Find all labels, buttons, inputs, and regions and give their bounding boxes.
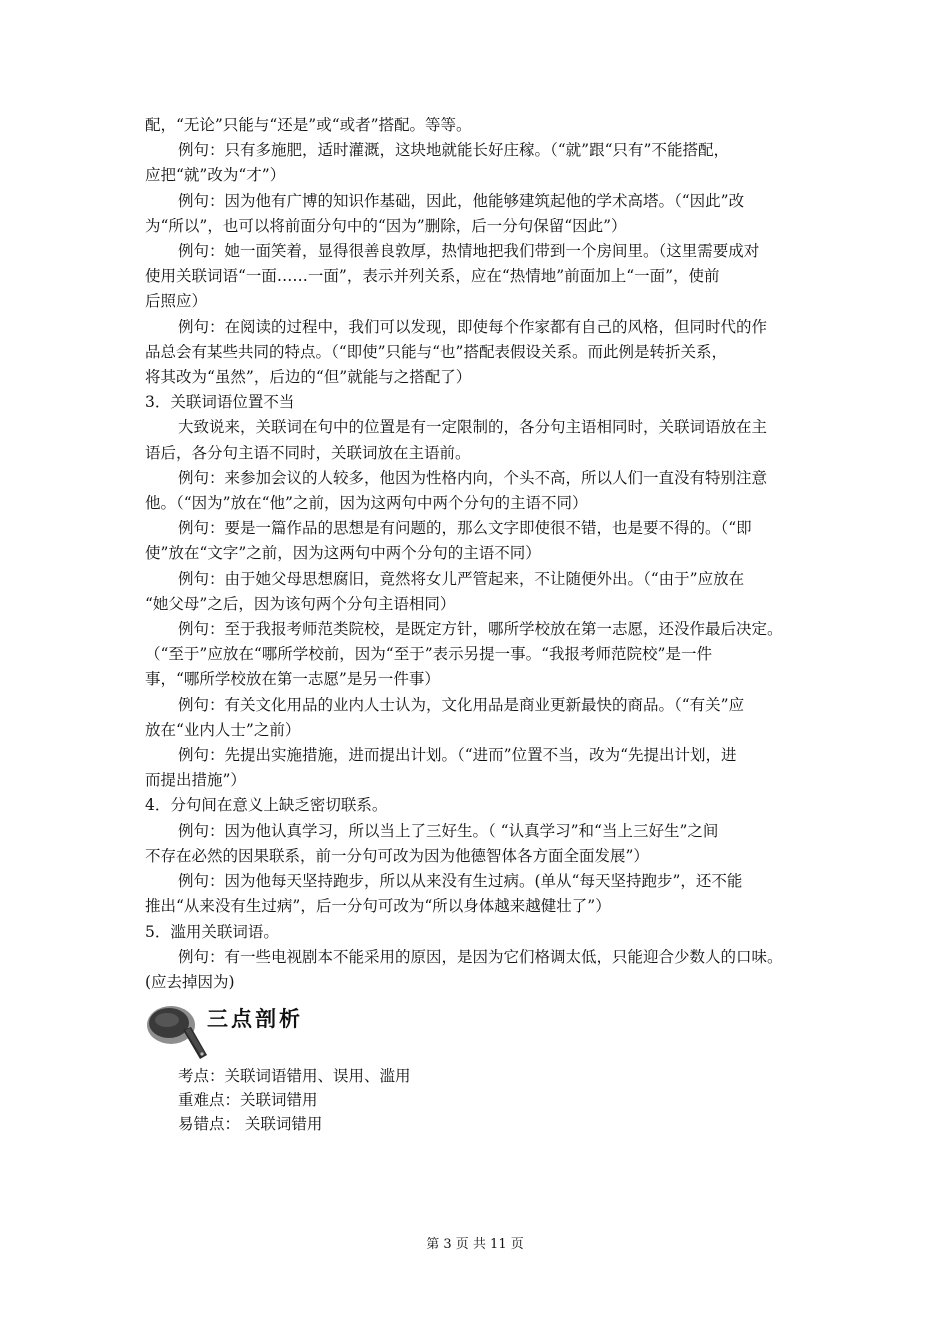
- text-line: 事，“哪所学校放在第一志愿”是另一件事）: [145, 670, 440, 689]
- text-line: 例句：有一些电视剧本不能采用的原因，是因为它们格调太低，只能迎合少数人的口味。: [178, 947, 783, 966]
- key-points: [178, 1064, 411, 1136]
- text-line: 后照应）: [145, 292, 208, 311]
- text-line: 为“所以”，也可以将前面分句中的“因为”删除，后一分句保留“因此”）: [145, 216, 627, 235]
- text-line: 配，“无论”只能与“还是”或“或者”搭配。等等。: [145, 116, 472, 134]
- text-line: 语后，各分句主语不同时，关联词放在主语前。: [145, 443, 471, 462]
- key-point: 易错点： 关联词错用: [178, 1115, 323, 1133]
- section-title: 三点剖析: [207, 1007, 303, 1031]
- text-line: 推出“从来没有生过病”，后一分句可改为“所以身体越来越健壮了”）: [145, 897, 611, 916]
- text-line: 4．分句间在意义上缺乏密切联系。: [145, 796, 388, 815]
- text-line: 例句：要是一篇作品的思想是有问题的，那么文字即使很不错，也是要不得的。（“即: [178, 519, 752, 538]
- text-line: 例句：她一面笑着，显得很善良敦厚，热情地把我们带到一个房间里。（这里需要成对: [178, 242, 760, 261]
- frying-pan-icon: [145, 997, 215, 1067]
- text-line: 例句：因为他有广博的知识作基础，因此，他能够建筑起他的学术高塔。（“因此”改: [178, 191, 745, 210]
- text-line: 例句：有关文化用品的业内人士认为，文化用品是商业更新最快的商品。（“有关”应: [178, 695, 745, 714]
- text-line: （“至于”应放在“哪所学校前，因为“至于”表示另提一事。“我报考师范院校”是一件: [145, 645, 712, 664]
- key-point: 考点：关联词语错用、误用、滥用: [178, 1067, 411, 1085]
- text-line: 例句：在阅读的过程中，我们可以发现，即使每个作家都有自己的风格，但同时代的作: [178, 317, 768, 336]
- text-line: 应把“就”改为“才”）: [145, 166, 286, 185]
- text-line: 品总会有某些共同的特点。（“即使”只能与“也”搭配表假设关系。而此例是转折关系，: [145, 342, 727, 361]
- text-line: 将其改为“虽然”，后边的“但”就能与之搭配了）: [145, 368, 472, 387]
- text-line: (应去掉因为): [145, 972, 235, 991]
- text-line: 大致说来，关联词在句中的位置是有一定限制的，各分句主语相同时，关联词语放在主: [178, 418, 768, 437]
- text-line: 3．关联词语位置不当: [145, 393, 295, 412]
- text-line: 5．滥用关联词语。: [145, 922, 279, 941]
- text-line: 例句：因为他每天坚持跑步，所以从来没有生过病。(单从“每天坚持跑步”，还不能: [178, 872, 743, 891]
- text-line: 放在“业内人士”之前）: [145, 720, 301, 739]
- text-line: 例句：由于她父母思想腐旧，竟然将女儿严管起来，不让随便外出。（“由于”应放在: [178, 569, 745, 588]
- key-point: 重难点：关联词错用: [178, 1091, 318, 1109]
- text-line: 例句：因为他认真学习，所以当上了三好生。（ “认真学习”和“当上三好生”之间: [178, 821, 719, 840]
- page-footer: 第 3 页 共 11 页: [426, 1237, 524, 1252]
- text-line: 而提出措施”）: [145, 771, 246, 790]
- text-line: 使用关联词语“一面……一面”，表示并列关系，应在“热情地”前面加上“一面”，使前: [145, 267, 720, 286]
- text-line: 不存在必然的因果联系，前一分句可改为因为他德智体各方面全面发展”）: [145, 846, 649, 865]
- text-line: 例句：只有多施肥，适时灌溉，这块地就能长好庄稼。（“就”跟“只有”不能搭配，: [178, 141, 729, 160]
- document-body: [145, 113, 809, 995]
- text-line: “她父母”之后，因为该句两个分句主语相同）: [145, 594, 456, 613]
- text-line: 例句：至于我报考师范类院校，是既定方针，哪所学校放在第一志愿，还没作最后决定。: [178, 620, 783, 639]
- text-line: 例句：来参加会议的人较多，他因为性格内向，个头不高，所以人们一直没有特别注意: [178, 468, 768, 487]
- text-line: 使”放在“文字”之前，因为这两句中两个分句的主语不同）: [145, 544, 541, 563]
- text-line: 例句：先提出实施措施，进而提出计划。（“进而”位置不当，改为“先提出计划，进: [178, 746, 737, 765]
- section-header: [145, 997, 445, 1067]
- text-line: 他。（“因为”放在“他”之前，因为这两句中两个分句的主语不同）: [145, 494, 588, 513]
